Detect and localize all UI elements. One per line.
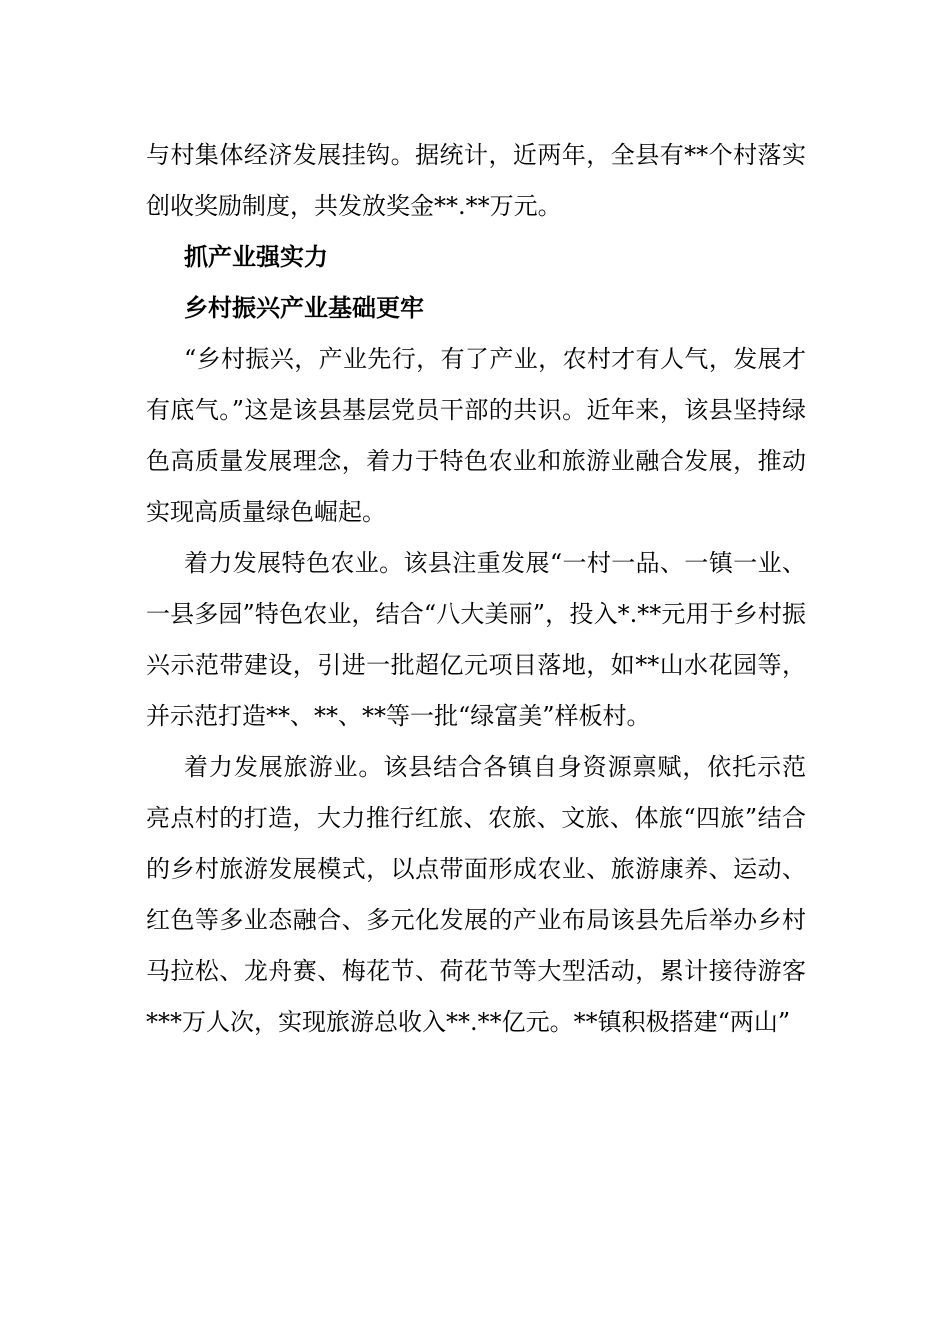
section-heading: 抓产业强实力 bbox=[184, 243, 328, 271]
paragraph-intro: “乡村振兴，产业先行，有了产业，农村才有人气，发展才有底气。”这是该县基层党员干部的共识。近年来，该县坚持绿色高质量发展理念，着力于特色农业和旅游业融合发展，推动实现高质量绿色崛起。 bbox=[146, 345, 806, 526]
section-subheading: 乡村振兴产业基础更牢 bbox=[184, 294, 424, 322]
paragraph-agriculture: 着力发展特色农业。该县注重发展“一村一品、一镇一业、一县多园”特色农业，结合“八大美丽”，投入*.**元用于乡村振兴示范带建设，引进一批超亿元项目落地，如**山水花园等，并示范打造**、**、**等一批“绿富美”样板村。 bbox=[146, 549, 806, 730]
document-body bbox=[146, 130, 806, 1048]
paragraph-continuation: 与村集体经济发展挂钩。据统计，近两年，全县有**个村落实创收奖励制度，共发放奖金**.**万元。 bbox=[146, 141, 806, 220]
paragraph-tourism: 着力发展旅游业。该县结合各镇自身资源禀赋，依托示范亮点村的打造，大力推行红旅、农旅、文旅、体旅“四旅”结合的乡村旅游发展模式，以点带面形成农业、旅游康养、运动、红色等多业态融合、多元化发展的产业布局该县先后举办乡村马拉松、龙舟赛、梅花节、荷花节等大型活动，累计接待游客***万人次，实现旅游总收入**.**亿元。**镇积极搭建“两山” bbox=[146, 753, 806, 1036]
